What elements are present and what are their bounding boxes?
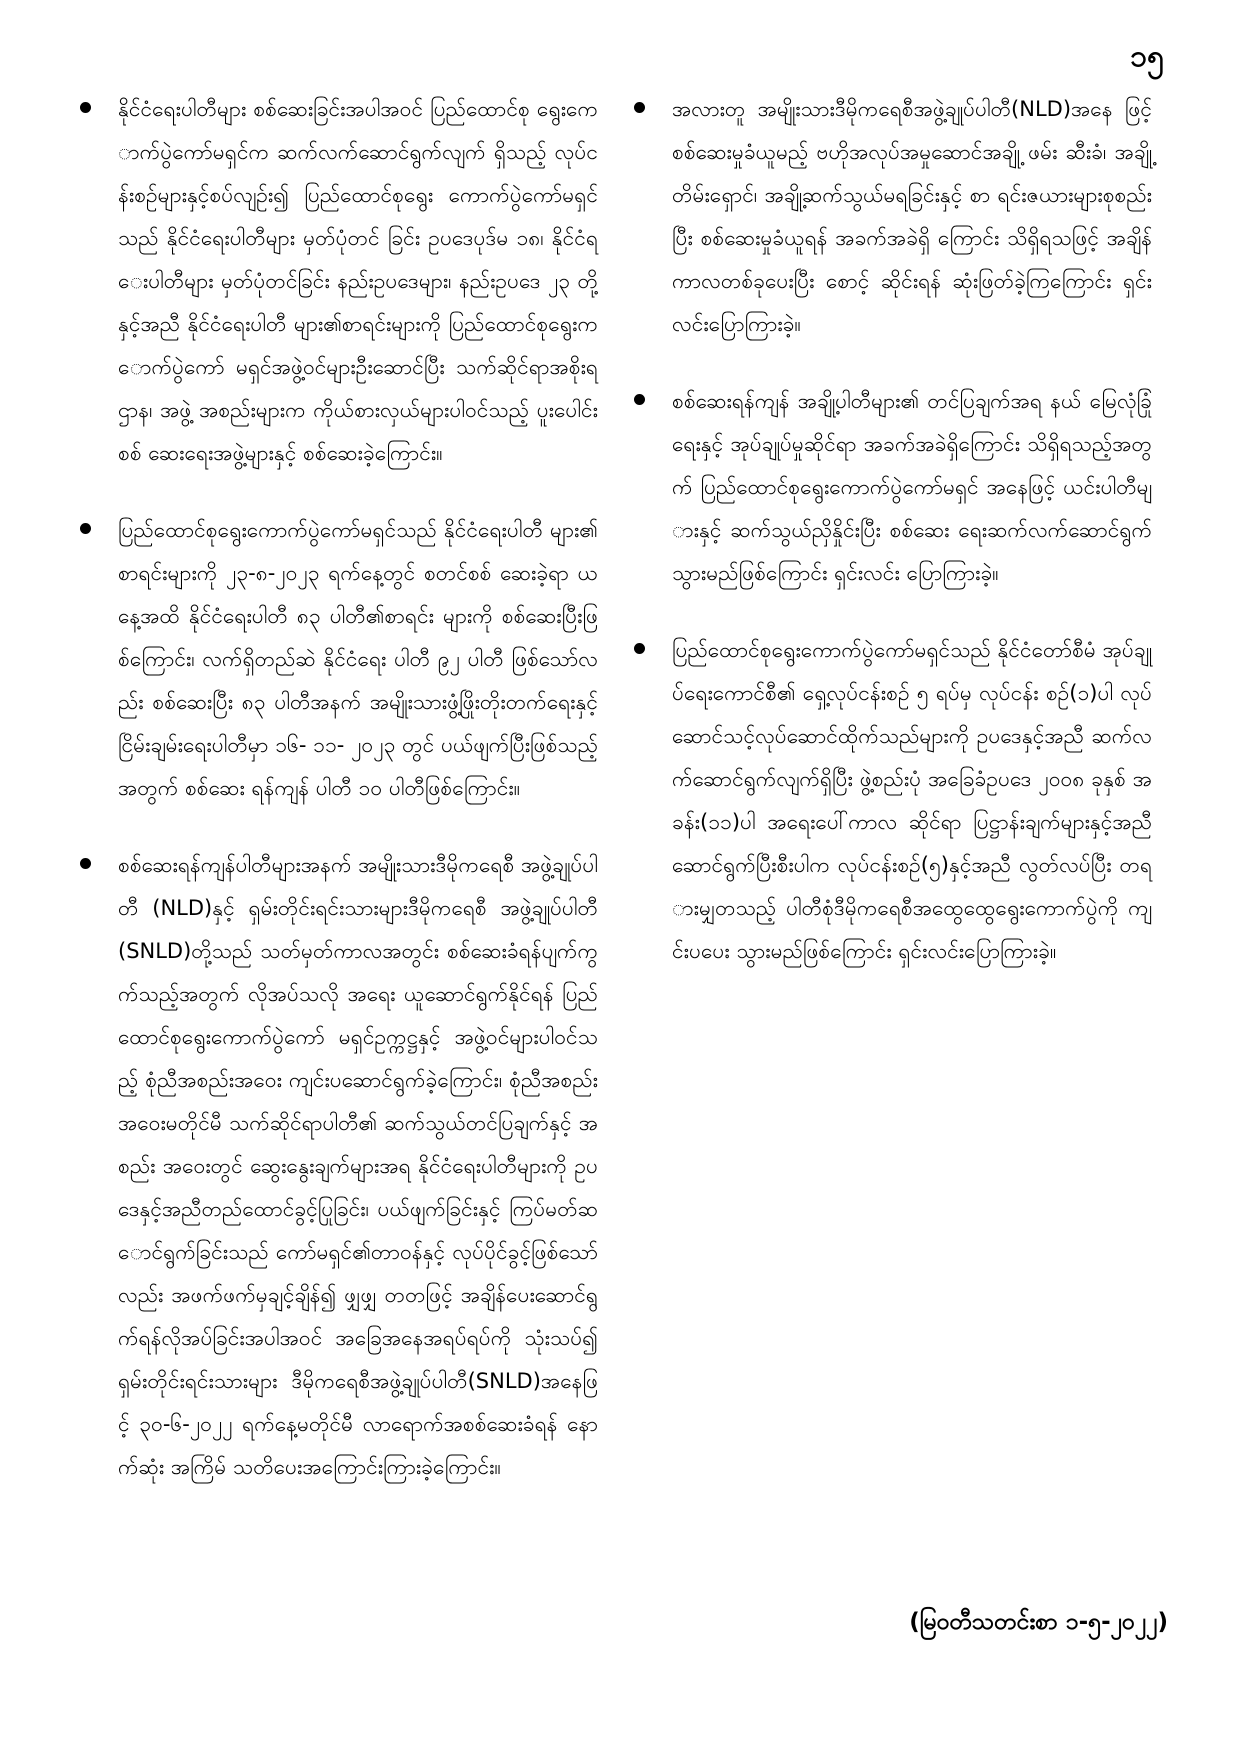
list-item — [78, 509, 598, 810]
bullet-icon — [80, 523, 91, 534]
bullet-icon — [634, 102, 645, 113]
paragraph: ပြည်ထောင်စုရွေးကောက်ပွဲကော်မရှင်သည် နိုင်ငံရေးပါတီ များ၏စာရင်းများကို ၂၃-၈-၂၀၂၃ ရက်နေ့တွင် စတင်စစ် ဆေးခဲ့ရာ ယနေ့အထိ နိုင်ငံရေးပါတီ ၈၃ ပါတီ၏စာရင်း များကို စစ်ဆေးပြီးဖြစ်ကြောင်း၊ လက်ရှိတည်ဆဲ နိုင်ငံရေး ပါတီ ၉၂ ပါတီ ဖြစ်သော်လည်း စစ်ဆေးပြီး ၈၃ ပါတီအနက် အမျိုးသားဖွံ့ဖြိုးတိုးတက်ရေးနှင့် ငြိမ်းချမ်းရေးပါတီမှာ ၁၆- ၁၁- ၂၀၂၃ တွင် ပယ်ဖျက်ပြီးဖြစ်သည့်အတွက် စစ်ဆေး ရန်ကျန် ပါတီ ၁၀ ပါတီဖြစ်ကြောင်း။ — [118, 518, 598, 800]
list-item — [78, 844, 598, 1489]
list-item — [632, 380, 1152, 595]
paragraph: ပြည်ထောင်စုရွေးကောက်ပွဲကော်မရှင်သည် နိုင်ငံတော်စီမံ အုပ်ချုပ်ရေးကောင်စီ၏ ရှေ့လုပ်ငန်းစဉ် ၅ ရပ်မှ လုပ်ငန်း စဉ်(၁)ပါ လုပ်ဆောင်သင့်လုပ်ဆောင်ထိုက်သည်များကို ဥပဒေနှင့်အညီ ဆက်လက်ဆောင်ရွက်လျက်ရှိပြီး ဖွဲ့စည်းပုံ အခြေခံဥပဒေ ၂၀၀၈ ခုနှစ် အခန်း(၁၁)ပါ အရေးပေါ်ကာလ ဆိုင်ရာ ပြဋ္ဌာန်းချက်များနှင့်အညီ ဆောင်ရွက်ပြီးစီးပါက လုပ်ငန်းစဉ်(၅)နှင့်အညီ လွတ်လပ်ပြီး တရားမျှတသည့် ပါတီစုံဒီမိုကရေစီအထွေထွေရွေးကောက်ပွဲကို ကျင်းပပေး သွားမည်ဖြစ်ကြောင်း ရှင်းလင်းပြောကြားခဲ့။ — [672, 638, 1153, 963]
list-item — [78, 88, 598, 475]
right-bullet-list — [632, 88, 1152, 973]
source-citation: (မြဝတီသတင်းစာ ၁-၅-၂၀၂၂) — [909, 1609, 1168, 1635]
right-column — [632, 88, 1152, 1007]
page-number: ၁၅ — [1130, 39, 1164, 74]
paragraph: စစ်ဆေးရန်ကျန် အချို့ပါတီများ၏ တင်ပြချက်အရ နယ် မြေလုံခြုံရေးနှင့် အုပ်ချုပ်မှုဆိုင်ရာ အခက်အခဲရှိကြောင်း သိရှိရသည့်အတွက် ပြည်ထောင်စုရွေးကောက်ပွဲကော်မရှင် အနေဖြင့် ယင်းပါတီများနှင့် ဆက်သွယ်ညှိနှိုင်းပြီး စစ်ဆေး ရေးဆက်လက်ဆောင်ရွက်သွားမည်ဖြစ်ကြောင်း ရှင်းလင်း ပြောကြားခဲ့။ — [672, 389, 1152, 585]
bullet-icon — [634, 394, 645, 405]
list-item — [632, 629, 1152, 973]
list-item — [632, 88, 1152, 346]
bullet-icon — [634, 643, 645, 654]
left-bullet-list — [78, 88, 598, 1489]
paragraph: စစ်ဆေးရန်ကျန်ပါတီများအနက် အမျိုးသားဒီမိုကရေစီ အဖွဲ့ချုပ်ပါတီ (NLD)နှင့် ရှမ်းတိုင်းရင်းသားများဒီမိုကရေစီ အဖွဲ့ချုပ်ပါတီ(SNLD)တို့သည် သတ်မှတ်ကာလအတွင်း စစ်ဆေးခံရန်ပျက်ကွက်သည့်အတွက် လိုအပ်သလို အရေး ယူဆောင်ရွက်နိုင်ရန် ပြည်ထောင်စုရွေးကောက်ပွဲကော် မရှင်ဥက္ကဋ္ဌနှင့် အဖွဲ့ဝင်များပါဝင်သည့် စုံညီအစည်းအဝေး ကျင်းပဆောင်ရွက်ခဲ့ကြောင်း၊ စုံညီအစည်းအဝေးမတိုင်မီ သက်ဆိုင်ရာပါတီ၏ ဆက်သွယ်တင်ပြချက်နှင့် အစည်း အဝေးတွင် ဆွေးနွေးချက်များအရ နိုင်ငံရေးပါတီများကို ဥပဒေနှင့်အညီတည်ထောင်ခွင့်ပြုခြင်း၊ ပယ်ဖျက်ခြင်းနှင့် ကြပ်မတ်ဆောင်ရွက်ခြင်းသည် ကော်မရှင်၏တာဝန်နှင့် လုပ်ပိုင်ခွင့်ဖြစ်သော်လည်း အဖက်ဖက်မှချင့်ချိန်၍ ဖျှဖျှ တတဖြင့် အချိန်ပေးဆောင်ရွက်ရန်လိုအပ်ခြင်းအပါအဝင် အခြေအနေအရပ်ရပ်ကို သုံးသပ်၍ ရှမ်းတိုင်းရင်းသားများ ဒီမိုကရေစီအဖွဲ့ချုပ်ပါတီ(SNLD)အနေဖြင့် ၃၀-၆-၂၀၂၂ ရက်နေ့မတိုင်မီ လာရောက်အစစ်ဆေးခံရန် နောက်ဆုံး အကြိမ် သတိပေးအကြောင်းကြားခဲ့ကြောင်း။ — [118, 853, 598, 1479]
paragraph: အလားတူ အမျိုးသားဒီမိုကရေစီအဖွဲ့ချုပ်ပါတီ(NLD)အနေ ဖြင့် စစ်ဆေးမှုခံယူမည့် ဗဟိုအလုပ်အမှုဆောင်အချို့ ဖမ်း ဆီးခံ၊ အချို့တိမ်းရှောင်၊ အချို့ဆက်သွယ်မရခြင်းနှင့် စာ ရင်းဇယားများစုစည်းပြီး စစ်ဆေးမှုခံယူရန် အခက်အခဲရှိ ကြောင်း သိရှိရသဖြင့် အချိန်ကာလတစ်ခုပေးပြီး စောင့် ဆိုင်းရန် ဆုံးဖြတ်ခဲ့ကြကြောင်း ရှင်းလင်းပြောကြားခဲ့။ — [672, 97, 1152, 336]
left-column — [78, 88, 598, 1523]
bullet-icon — [80, 102, 91, 113]
paragraph: နိုင်ငံရေးပါတီများ စစ်ဆေးခြင်းအပါအဝင် ပြည်ထောင်စု ရွေးကောက်ပွဲကော်မရှင်က ဆက်လက်ဆောင်ရွက်လျက် ရှိသည့် လုပ်ငန်းစဉ်များနှင့်စပ်လျဉ်း၍ ပြည်ထောင်စုရွေး ကောက်ပွဲကော်မရှင်သည် နိုင်ငံရေးပါတီများ မှတ်ပုံတင် ခြင်း ဥပဒေပုဒ်မ ၁၈၊ နိုင်ငံရေးပါတီများ မှတ်ပုံတင်ခြင်း နည်းဥပဒေများ၊ နည်းဥပဒေ ၂၃ တို့နှင့်အညီ နိုင်ငံရေးပါတီ များ၏စာရင်းများကို ပြည်ထောင်စုရွေးကောက်ပွဲကော် မရှင်အဖွဲ့ဝင်များဦးဆောင်ပြီး သက်ဆိုင်ရာအစိုးရဌာန၊ အဖွဲ့ အစည်းများက ကိုယ်စားလှယ်များပါဝင်သည့် ပူးပေါင်းစစ် ဆေးရေးအဖွဲ့များနှင့် စစ်ဆေးခဲ့ကြောင်း။ — [118, 97, 598, 465]
bullet-icon — [80, 858, 91, 869]
